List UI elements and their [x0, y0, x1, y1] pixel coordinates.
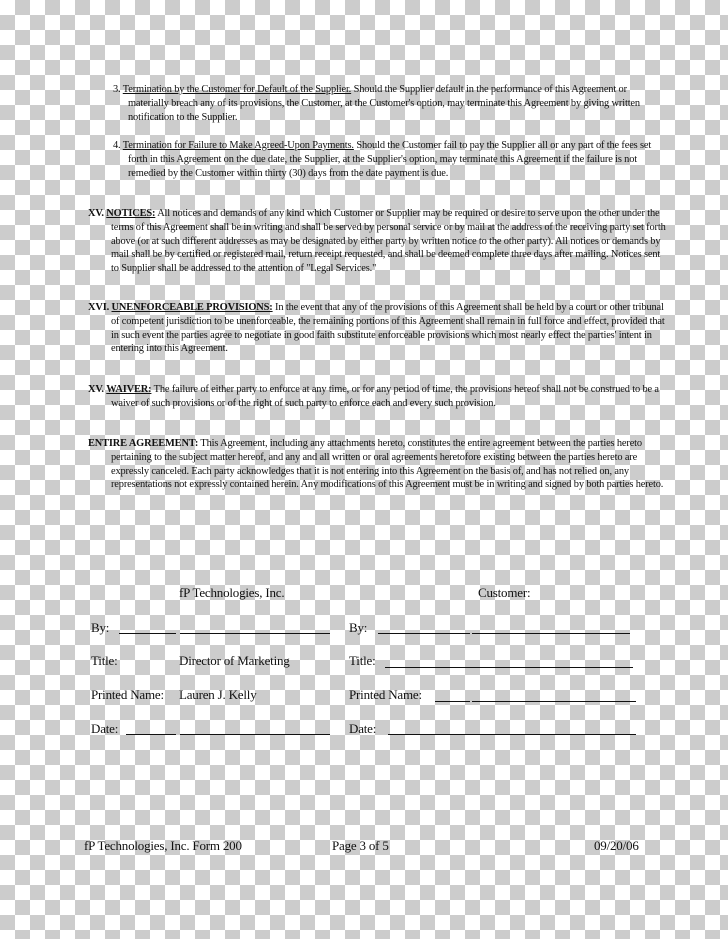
right-date-label: Date:: [349, 721, 377, 736]
left-name-value: Lauren J. Kelly: [179, 687, 257, 702]
clause-body: Should the Customer fail to pay the Supplier all or any part of the fees set forth in this Agreement on the due date, the Supplier, at the Supplier's option, may terminate this Agreement if the failure is not remedied by the Customer within thirty (30) days from the date payment is due.: [128, 140, 652, 179]
footer-date: 09/20/06: [594, 838, 639, 853]
section-unenforceable-provisions: [88, 301, 667, 356]
section-body: In the event that any of the provisions of this Agreement shall be held by a court or other tribunal of competent jurisdiction to be unenforceable, the remaining portions of this Agreement shall remain in full force and effect, provided that in such event the parties agree to negotiate in good faith substitute enforceable provisions which most nearly effect the parties' intent in entering into this Agreement.: [111, 302, 665, 355]
left-party-name: fP Technologies, Inc.: [179, 585, 285, 600]
left-by-line-1: [119, 633, 176, 634]
left-name-label: Printed Name:: [91, 687, 164, 702]
section-heading: UNENFORCEABLE PROVISIONS:: [111, 302, 273, 313]
left-by-label: By:: [91, 620, 110, 635]
right-title-line: [385, 667, 633, 668]
clause-heading: Termination for Failure to Make Agreed-Upon Payments.: [122, 140, 354, 151]
footer-form: fP Technologies, Inc. Form 200: [84, 838, 242, 853]
section-number: XV.: [88, 384, 104, 395]
section-body: All notices and demands of any kind which Customer or Supplier may be required or desire to serve upon the other under the terms of this Agreement shall be in writing and shall be served by personal service or by mail at the address of the receiving party set forth above (or at such different addresses as may be designated by either party by written notice to the other party). All notices or demands by mail shall be by certified or registered mail, return receipt requested, and shall be deemed complete three days after mailing. Notices sent to Supplier shall be addressed to the attention of "Legal Services.": [111, 208, 666, 275]
right-by-line-2: [472, 633, 630, 634]
section-waiver: [88, 383, 667, 411]
right-by-label: By:: [349, 620, 368, 635]
left-title-label: Title:: [91, 653, 118, 668]
section-body: The failure of either party to enforce at any time, or for any period of time, the provisions hereof shall not be construed to be a waiver of such provisions or of the right of such party to enforce each and every such provision.: [111, 384, 659, 409]
section-notices: [88, 207, 667, 276]
section-body: This Agreement, including any attachments hereto, constitutes the entire agreement between the parties hereto pertaining to the subject matter hereof, and any and all written or oral agreements heretofore existing between the parties hereto are expressly canceled. Each party acknowledges that it is not entering into this Agreement on the basis of, and has not relied on, any representations not expressly contained herein. Any modifications of this Agreement must be in writing and signed by both parties hereto.: [111, 438, 664, 491]
right-name-line-1: [435, 701, 470, 702]
left-by-line-2: [180, 633, 330, 634]
clause-number: 4.: [113, 140, 121, 151]
right-date-line: [388, 734, 636, 735]
left-title-value: Director of Marketing: [179, 653, 290, 668]
left-date-line-1: [126, 734, 176, 735]
clause-termination-default: [113, 83, 658, 124]
section-heading: NOTICES:: [106, 208, 156, 219]
left-date-line-2: [180, 734, 330, 735]
section-entire-agreement: [88, 437, 667, 492]
right-name-label: Printed Name:: [349, 687, 422, 702]
right-title-label: Title:: [349, 653, 376, 668]
clause-heading: Termination by the Customer for Default of the Supplier.: [122, 84, 352, 95]
right-by-line-1: [378, 633, 470, 634]
section-heading: ENTIRE AGREEMENT:: [88, 438, 199, 449]
section-number: XV.: [88, 208, 104, 219]
section-heading: WAIVER:: [106, 384, 152, 395]
left-date-label: Date:: [91, 721, 119, 736]
right-party-name: Customer:: [478, 585, 531, 600]
section-number: XVI.: [88, 302, 110, 313]
right-name-line-2: [472, 701, 636, 702]
footer-page-number: Page 3 of 5: [332, 838, 389, 853]
clause-body: Should the Supplier default in the performance of this Agreement or materially breach any of its provisions, the Customer, at the Customer's option, may terminate this Agreement by giving written notification to the Supplier.: [128, 84, 640, 123]
clause-number: 3.: [113, 84, 121, 95]
clause-termination-payment: [113, 139, 658, 180]
